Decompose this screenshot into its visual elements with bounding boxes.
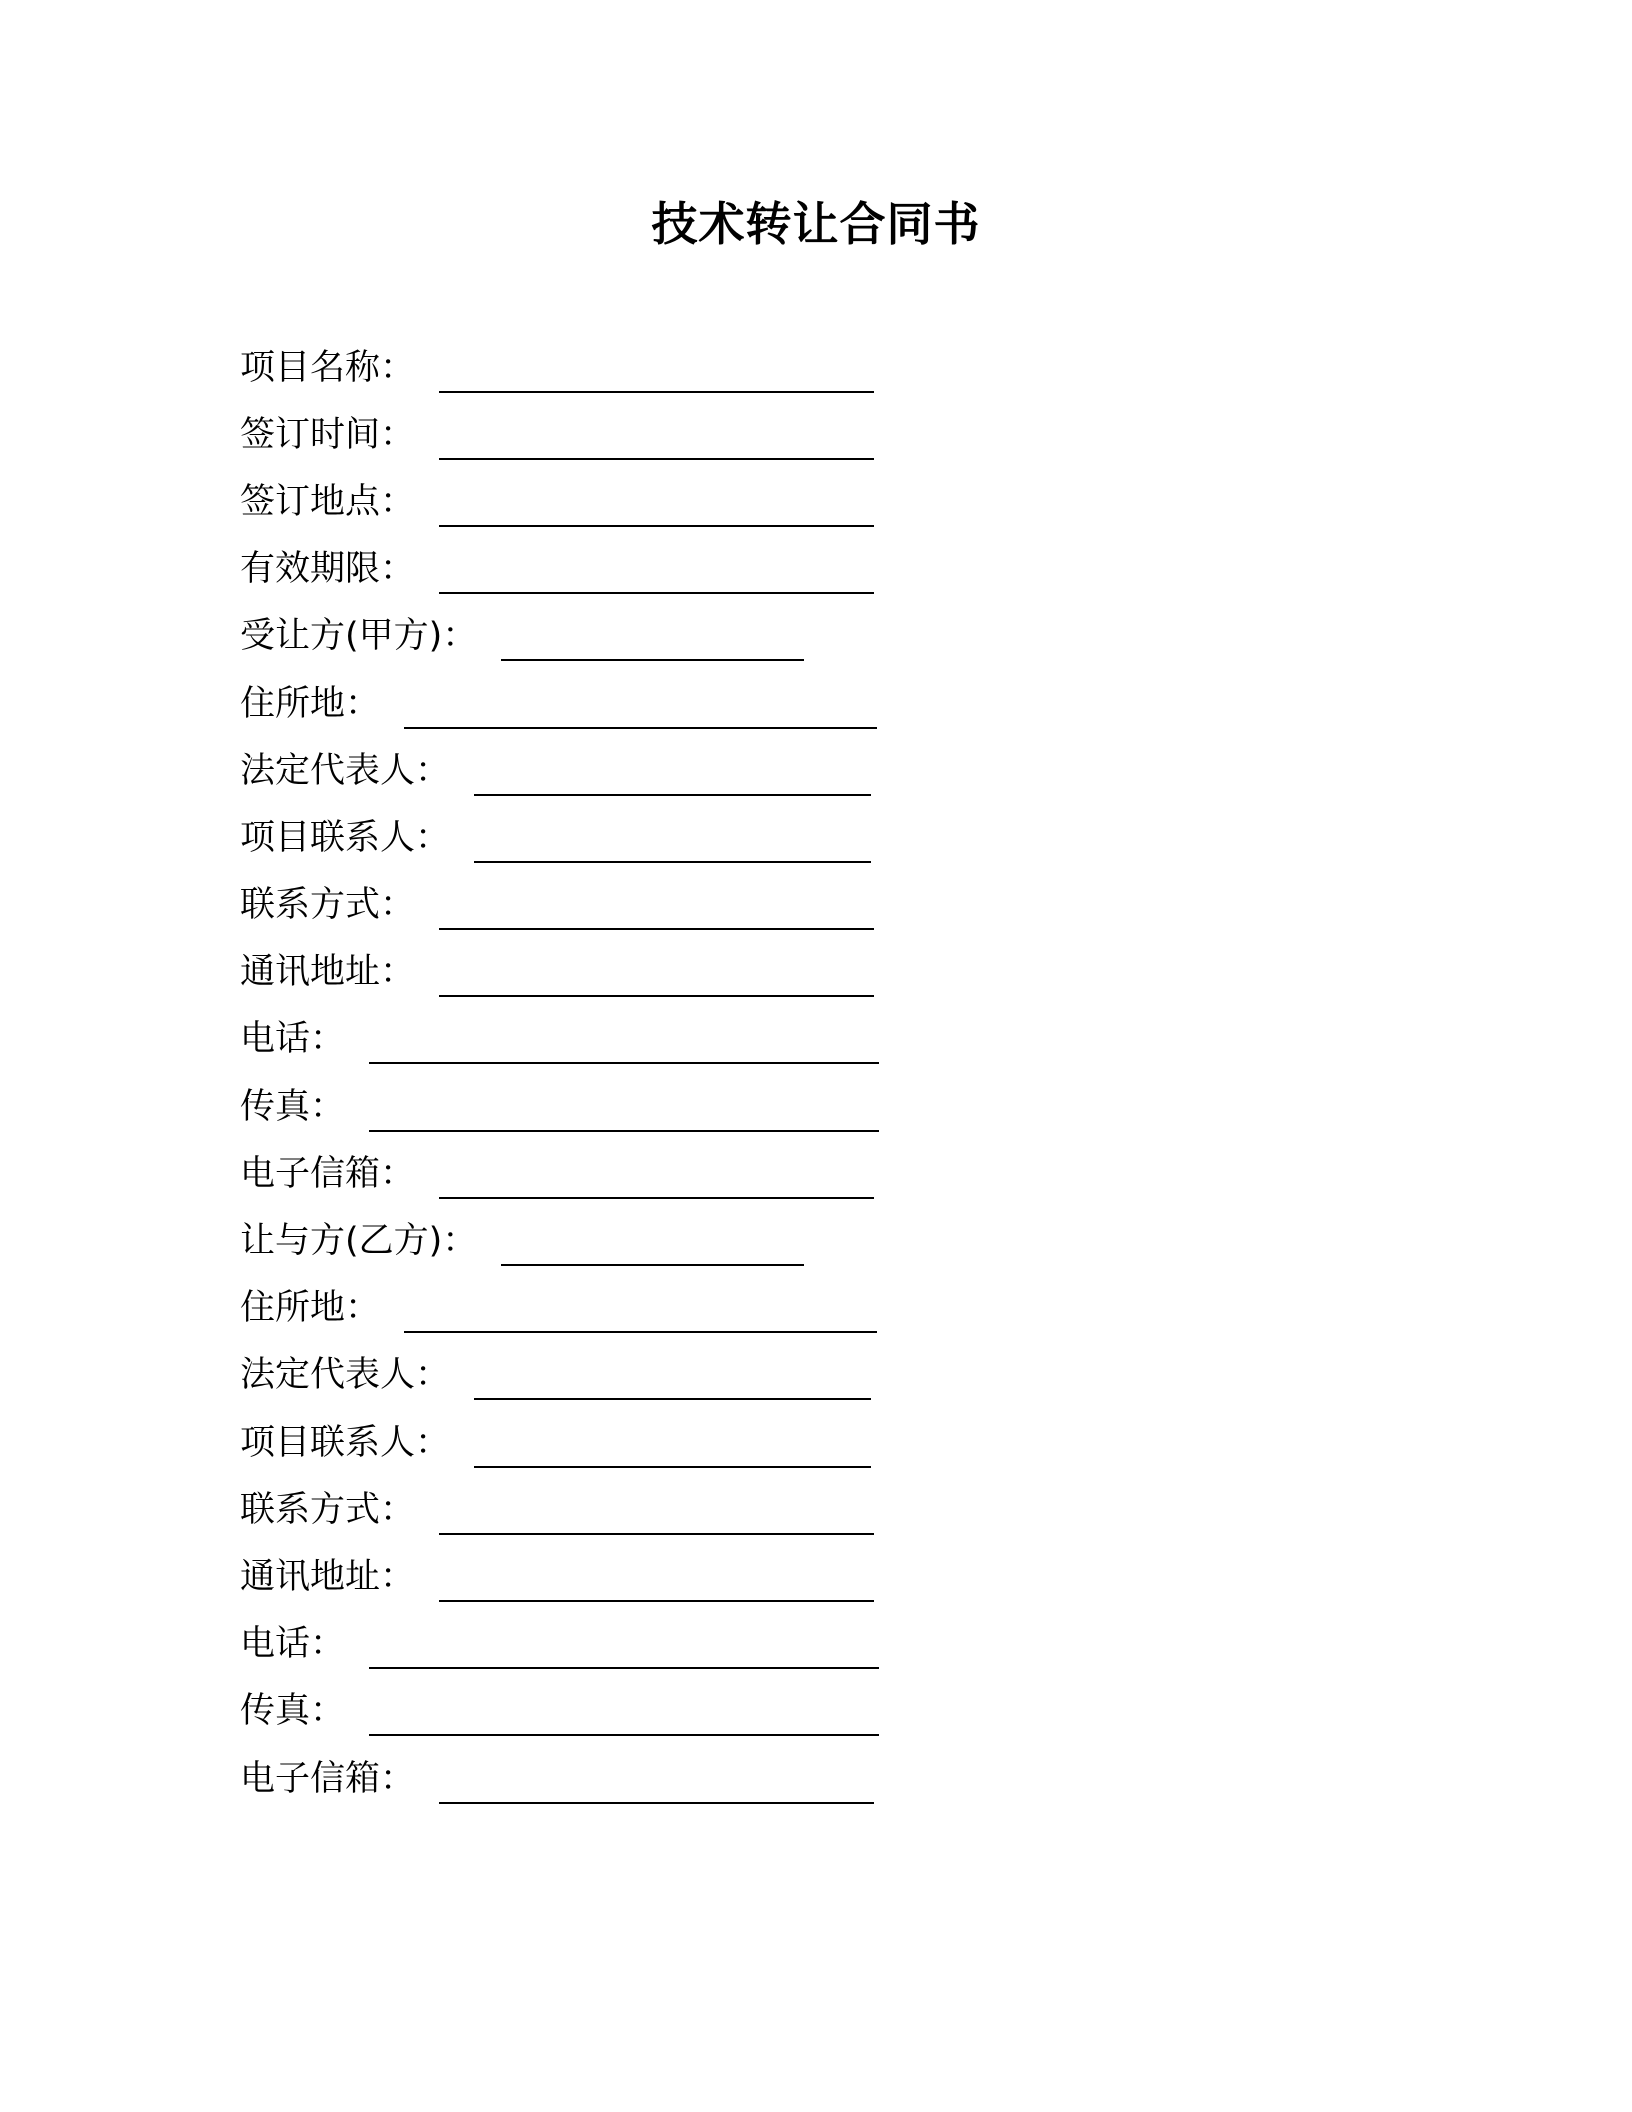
form-field-row [240, 1207, 1240, 1274]
field-blank-line[interactable] [501, 1224, 803, 1266]
field-blank-line[interactable] [439, 888, 874, 930]
field-label: 联系方式： [240, 885, 416, 926]
field-label: 项目联系人： [240, 817, 451, 858]
field-label: 项目名称： [240, 347, 416, 388]
field-blank-line[interactable] [369, 1090, 879, 1132]
form-field-row [240, 1409, 1240, 1476]
form-field-row [240, 1476, 1240, 1543]
field-blank-line[interactable] [474, 821, 871, 863]
field-blank-line[interactable] [369, 1694, 879, 1736]
form-field-row [240, 1275, 1240, 1342]
field-label: 法定代表人： [240, 750, 451, 791]
field-blank-line[interactable] [439, 418, 874, 460]
field-blank-line[interactable] [404, 687, 877, 729]
field-blank-line[interactable] [474, 1426, 871, 1468]
form-field-row [240, 401, 1240, 468]
form-field-row [240, 1073, 1240, 1140]
field-blank-line[interactable] [439, 955, 874, 997]
field-label: 受让方(甲方)： [240, 616, 478, 657]
document-title: 技术转让合同书 [651, 197, 981, 251]
field-label: 让与方(乙方)： [240, 1221, 478, 1262]
field-label: 住所地： [240, 683, 381, 724]
field-label: 通讯地址： [240, 952, 416, 993]
field-blank-line[interactable] [439, 1762, 874, 1804]
field-label: 签订时间： [240, 414, 416, 455]
form-field-row [240, 1745, 1240, 1812]
field-blank-line[interactable] [439, 1560, 874, 1602]
field-label: 传真： [240, 1086, 346, 1127]
form-field-row [240, 334, 1240, 401]
field-label: 法定代表人： [240, 1355, 451, 1396]
form-field-row [240, 603, 1240, 670]
form-fields [240, 334, 1240, 1812]
field-blank-line[interactable] [439, 485, 874, 527]
form-field-row [240, 1140, 1240, 1207]
form-field-row [240, 670, 1240, 737]
field-blank-line[interactable] [474, 1358, 871, 1400]
form-field-row [240, 1006, 1240, 1073]
field-label: 电话： [240, 1624, 346, 1665]
field-label: 电子信箱： [240, 1758, 416, 1799]
form-field-row [240, 468, 1240, 535]
field-label: 传真： [240, 1691, 346, 1732]
field-label: 有效期限： [240, 549, 416, 590]
form-field-row [240, 939, 1240, 1006]
field-label: 电话： [240, 1019, 346, 1060]
field-label: 签订地点： [240, 481, 416, 522]
field-blank-line[interactable] [369, 1022, 879, 1064]
field-label: 联系方式： [240, 1489, 416, 1530]
field-blank-line[interactable] [369, 1627, 879, 1669]
field-label: 通讯地址： [240, 1556, 416, 1597]
form-field-row [240, 1678, 1240, 1745]
form-field-row [240, 536, 1240, 603]
field-label: 住所地： [240, 1288, 381, 1329]
field-label: 项目联系人： [240, 1422, 451, 1463]
form-field-row [240, 737, 1240, 804]
form-field-row [240, 872, 1240, 939]
form-field-row [240, 1342, 1240, 1409]
form-field-row [240, 804, 1240, 871]
form-field-row [240, 1543, 1240, 1610]
field-blank-line[interactable] [439, 351, 874, 393]
field-blank-line[interactable] [501, 619, 803, 661]
field-blank-line[interactable] [404, 1291, 877, 1333]
field-label: 电子信箱： [240, 1153, 416, 1194]
field-blank-line[interactable] [439, 1493, 874, 1535]
field-blank-line[interactable] [439, 1157, 874, 1199]
field-blank-line[interactable] [439, 552, 874, 594]
field-blank-line[interactable] [474, 754, 871, 796]
form-field-row [240, 1611, 1240, 1678]
